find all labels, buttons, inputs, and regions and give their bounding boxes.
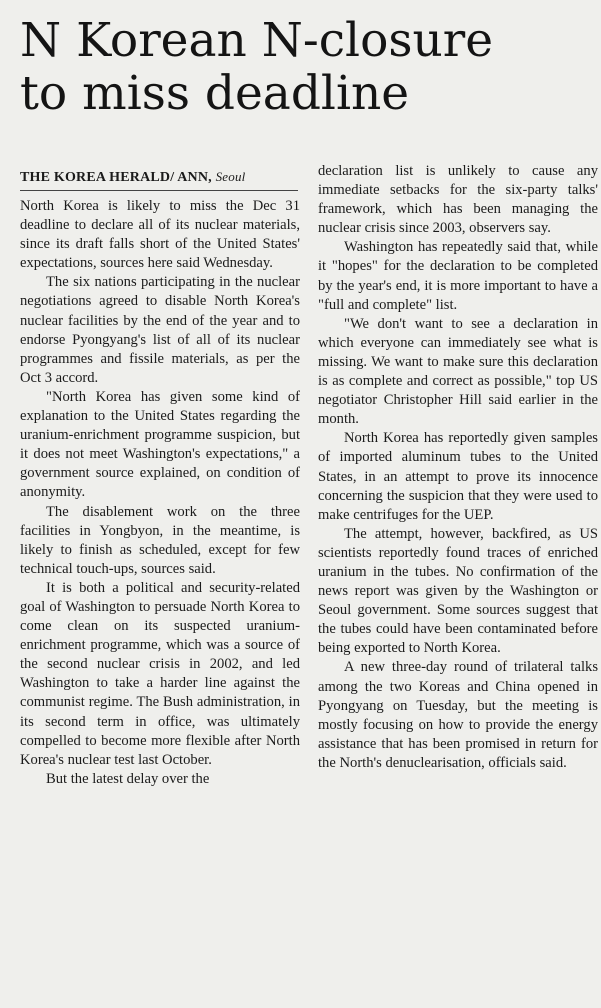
byline-city: Seoul (215, 169, 246, 184)
article-column-right (318, 162, 598, 773)
paragraph: Washington has repeatedly said that, while it "hopes" for the declaration to be completed by the year's end, it is more important to have a "full and complete" list. (318, 239, 598, 313)
headline-line-1: N Korean N-closure (20, 13, 494, 68)
byline-agency: THE KOREA HERALD/ ANN, (20, 170, 212, 185)
paragraph: declaration list is unlikely to cause any immediate setbacks for the six-party talks' framework, which has been managing the nuclear crisis since 2003, observers say. (318, 163, 598, 237)
paragraph: The six nations participating in the nuclear negotiations agreed to disable North Korea's nuclear facilities by the end of the year and to endorse Pyongyang's list of all of its nuclear programmes and fissile materials, as per the Oct 3 accord. (20, 274, 300, 386)
headline-line-2: to miss deadline (20, 66, 410, 121)
paragraph: But the latest delay over the (46, 770, 210, 787)
paragraph: "We don't want to see a declaration in which everyone can immediately see what is missing. We want to make sure this declaration is as complete and correct as possible," top US negotiator Christopher Hill said earlier in the month. (318, 315, 598, 428)
byline (20, 168, 300, 187)
paragraph: A new three-day round of trilateral talks among the two Koreas and China opened in Pyongyang on Tuesday, but the meeting is mostly focusing on how to provide the energy assistance that has been promised in return for the North's denuclearisation, officials said. (318, 659, 598, 771)
article-column-left (20, 168, 300, 789)
paragraph: North Korea has reportedly given samples of imported aluminum tubes to the United States, in an attempt to prove its innocence concerning the suspicion that they were used to make centrifuges for the UEP. (318, 430, 598, 523)
headline (20, 14, 590, 120)
paragraph: The attempt, however, backfired, as US scientists reportedly found traces of enriched uranium in the tubes. No confirmation of the news report was given by the Washington or Seoul government. Some sources suggest that the tubes could have been contaminated before being exported to North Korea. (318, 525, 598, 657)
byline-rule (20, 190, 298, 191)
paragraph: North Korea is likely to miss the Dec 31 deadline to declare all of its nuclear materials, since its draft falls short of the United States' expectations, sources here said Wednesday. (20, 198, 300, 272)
paragraph: "North Korea has given some kind of explanation to the United States regarding the uranium-enrichment programme suspicion, but it does not meet Washington's expectations," a government source explained, on condition of anonymity. (20, 388, 300, 501)
paragraph: The disablement work on the three facilities in Yongbyon, in the meantime, is likely to finish as scheduled, except for few technical touch-ups, sources said. (20, 503, 300, 577)
paragraph: It is both a political and security-related goal of Washington to persuade North Korea to come clean on its suspected uranium-enrichment programme, which was a source of the second nuclear crisis in 2002, and led Washington to take a harder line against the communist regime. The Bush administration, in its second term in office, was ultimately compelled to become more flexible after North Korea's nuclear test last October. (20, 579, 300, 768)
